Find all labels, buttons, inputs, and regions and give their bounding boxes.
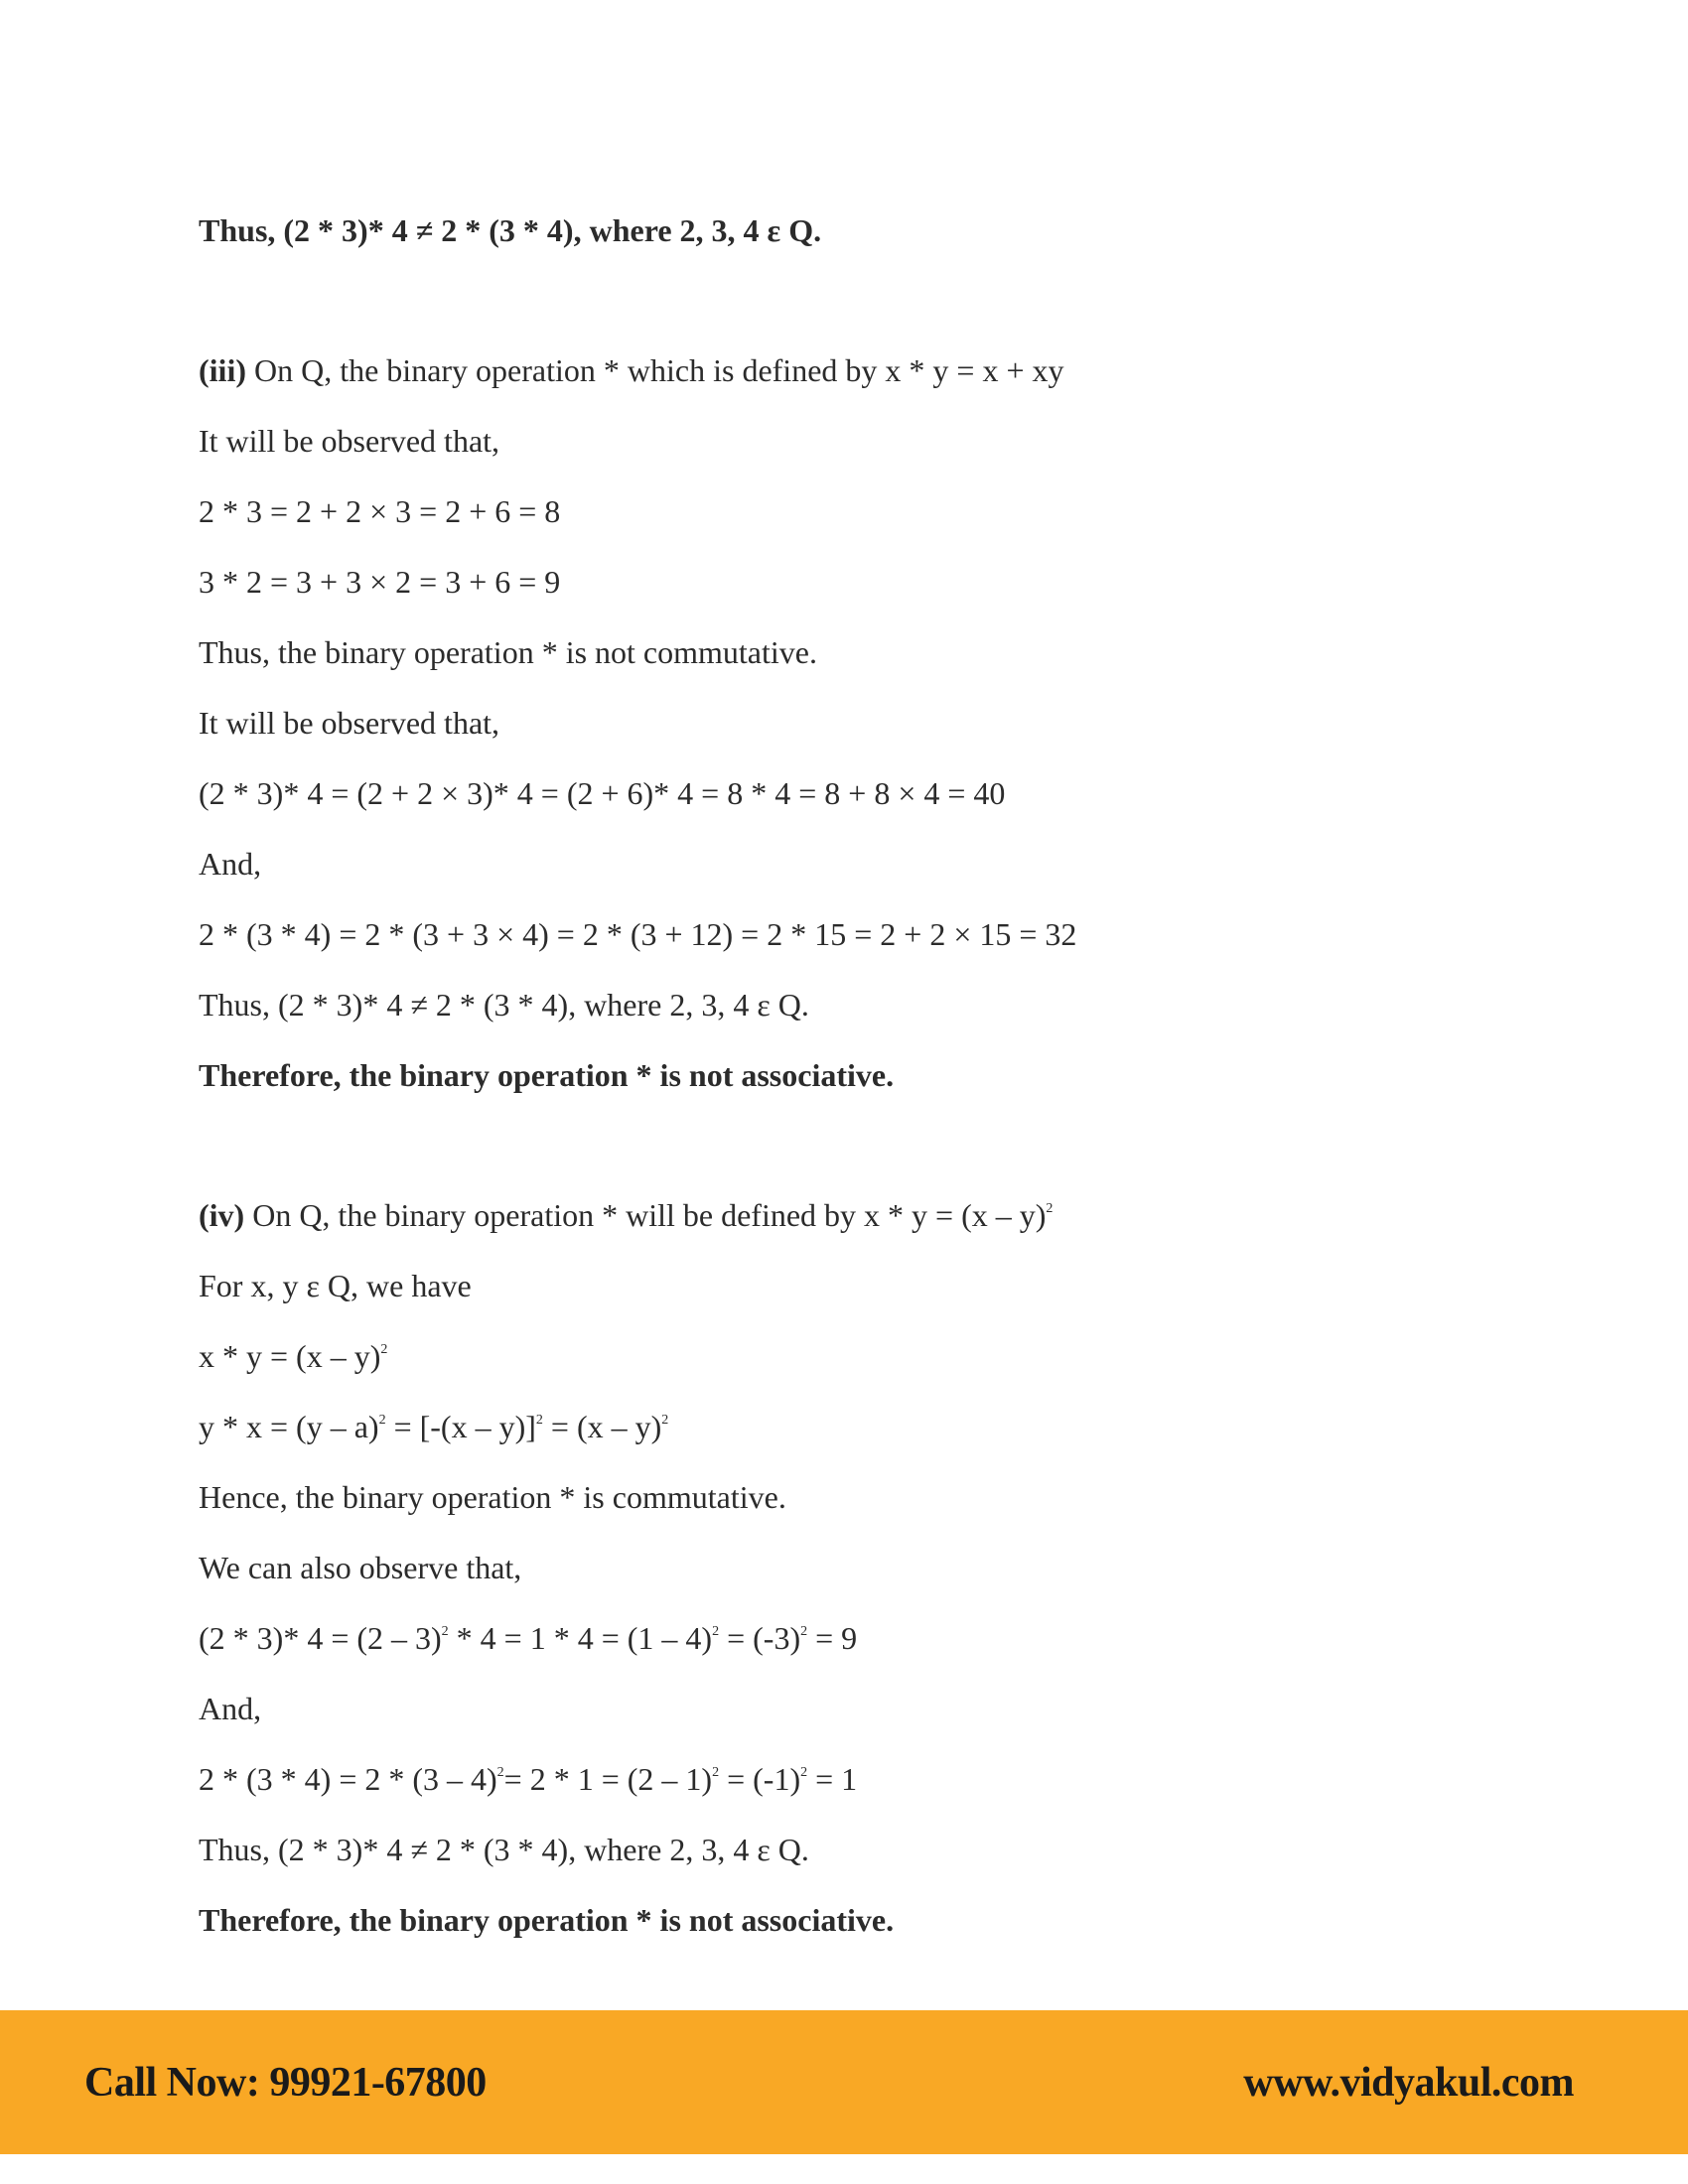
part-iii-conclusion: Therefore, the binary operation * is not associative. bbox=[199, 1057, 895, 1093]
text-line: Hence, the binary operation * is commutative. bbox=[199, 1479, 786, 1515]
text-line: Thus, the binary operation * is not commutative. bbox=[199, 634, 817, 670]
part-iii-intro: On Q, the binary operation * which is defined by x * y = x + xy bbox=[245, 352, 1064, 388]
superscript: 2 bbox=[441, 1624, 449, 1639]
text-line: And, bbox=[199, 846, 262, 882]
call-now-text[interactable]: Call Now: 99921-67800 bbox=[84, 2060, 487, 2106]
superscript: 2 bbox=[496, 1765, 504, 1780]
superscript: 2 bbox=[800, 1624, 808, 1639]
equation-line: y * x = (y – a)$^2$ = [-(x – y)]$^2$ = (x – y)$^2$ bbox=[199, 1409, 669, 1444]
part-iv-conclusion: Therefore, the binary operation * is not associative. bbox=[199, 1902, 895, 1938]
equation-line: $2 * (3 * 4) = 2 * (3 - 4)^2= 2 * 1 = (2 - 1)^2 = (-1)^2 = 1$ bbox=[199, 1761, 858, 1797]
footer-banner bbox=[0, 2010, 1688, 2154]
website-link[interactable]: www.vidyakul.com bbox=[1243, 2060, 1574, 2106]
superscript: 2 bbox=[712, 1765, 720, 1780]
previous-conclusion-line: Thus, (2 * 3)* 4 ≠ 2 * (3 * 4), where 2, 3, 4 ε Q. bbox=[199, 212, 822, 248]
text-line: Thus, (2 * 3)* 4 ≠ 2 * (3 * 4), where 2, 3, 4 ε Q. bbox=[199, 987, 809, 1023]
superscript: 2 bbox=[380, 1342, 388, 1357]
superscript: 2 bbox=[378, 1413, 386, 1428]
equation-line: x * y = (x – y)$^2$ bbox=[199, 1338, 388, 1374]
part-iii-label: (iii) bbox=[199, 352, 246, 388]
part-iv-intro: On Q, the binary operation * will be defined by x * y = (x – y) bbox=[244, 1197, 1047, 1233]
superscript: 2 bbox=[1046, 1201, 1054, 1216]
superscript: 2 bbox=[712, 1624, 720, 1639]
text-line: We can also observe that, bbox=[199, 1550, 522, 1585]
text-line: For x, y ε Q, we have bbox=[199, 1268, 472, 1303]
equation-line: 3 * 2 = 3 + 3 × 2 = 3 + 6 = 9 bbox=[199, 564, 561, 600]
text-line: Thus, (2 * 3)* 4 ≠ 2 * (3 * 4), where 2, 3, 4 ε Q. bbox=[199, 1832, 809, 1867]
text-line: And, bbox=[199, 1691, 262, 1726]
equation-line: 2 * (3 * 4) = 2 * (3 + 3 × 4) = 2 * (3 + 12) = 2 * 15 = 2 + 2 × 15 = 32 bbox=[199, 916, 1077, 952]
part-iii-heading bbox=[199, 350, 1063, 390]
superscript: 2 bbox=[661, 1413, 669, 1428]
superscript: 2 bbox=[535, 1413, 543, 1428]
equation-line: (2 * 3)* 4 = (2 + 2 × 3)* 4 = (2 + 6)* 4 = 8 * 4 = 8 + 8 × 4 = 40 bbox=[199, 775, 1006, 811]
part-iv-heading bbox=[199, 1195, 1053, 1235]
equation-line: 2 * 3 = 2 + 2 × 3 = 2 + 6 = 8 bbox=[199, 493, 561, 529]
text-line: It will be observed that, bbox=[199, 705, 500, 741]
equation-line: (2 * 3)* $4 = (2 - 3)^2 * 4 = 1 * 4 = (1 - 4)^2 = (-3)^2 = 9$ bbox=[199, 1620, 858, 1656]
part-iv-label: (iv) bbox=[199, 1197, 245, 1233]
text-line: It will be observed that, bbox=[199, 423, 500, 459]
superscript: 2 bbox=[800, 1765, 808, 1780]
